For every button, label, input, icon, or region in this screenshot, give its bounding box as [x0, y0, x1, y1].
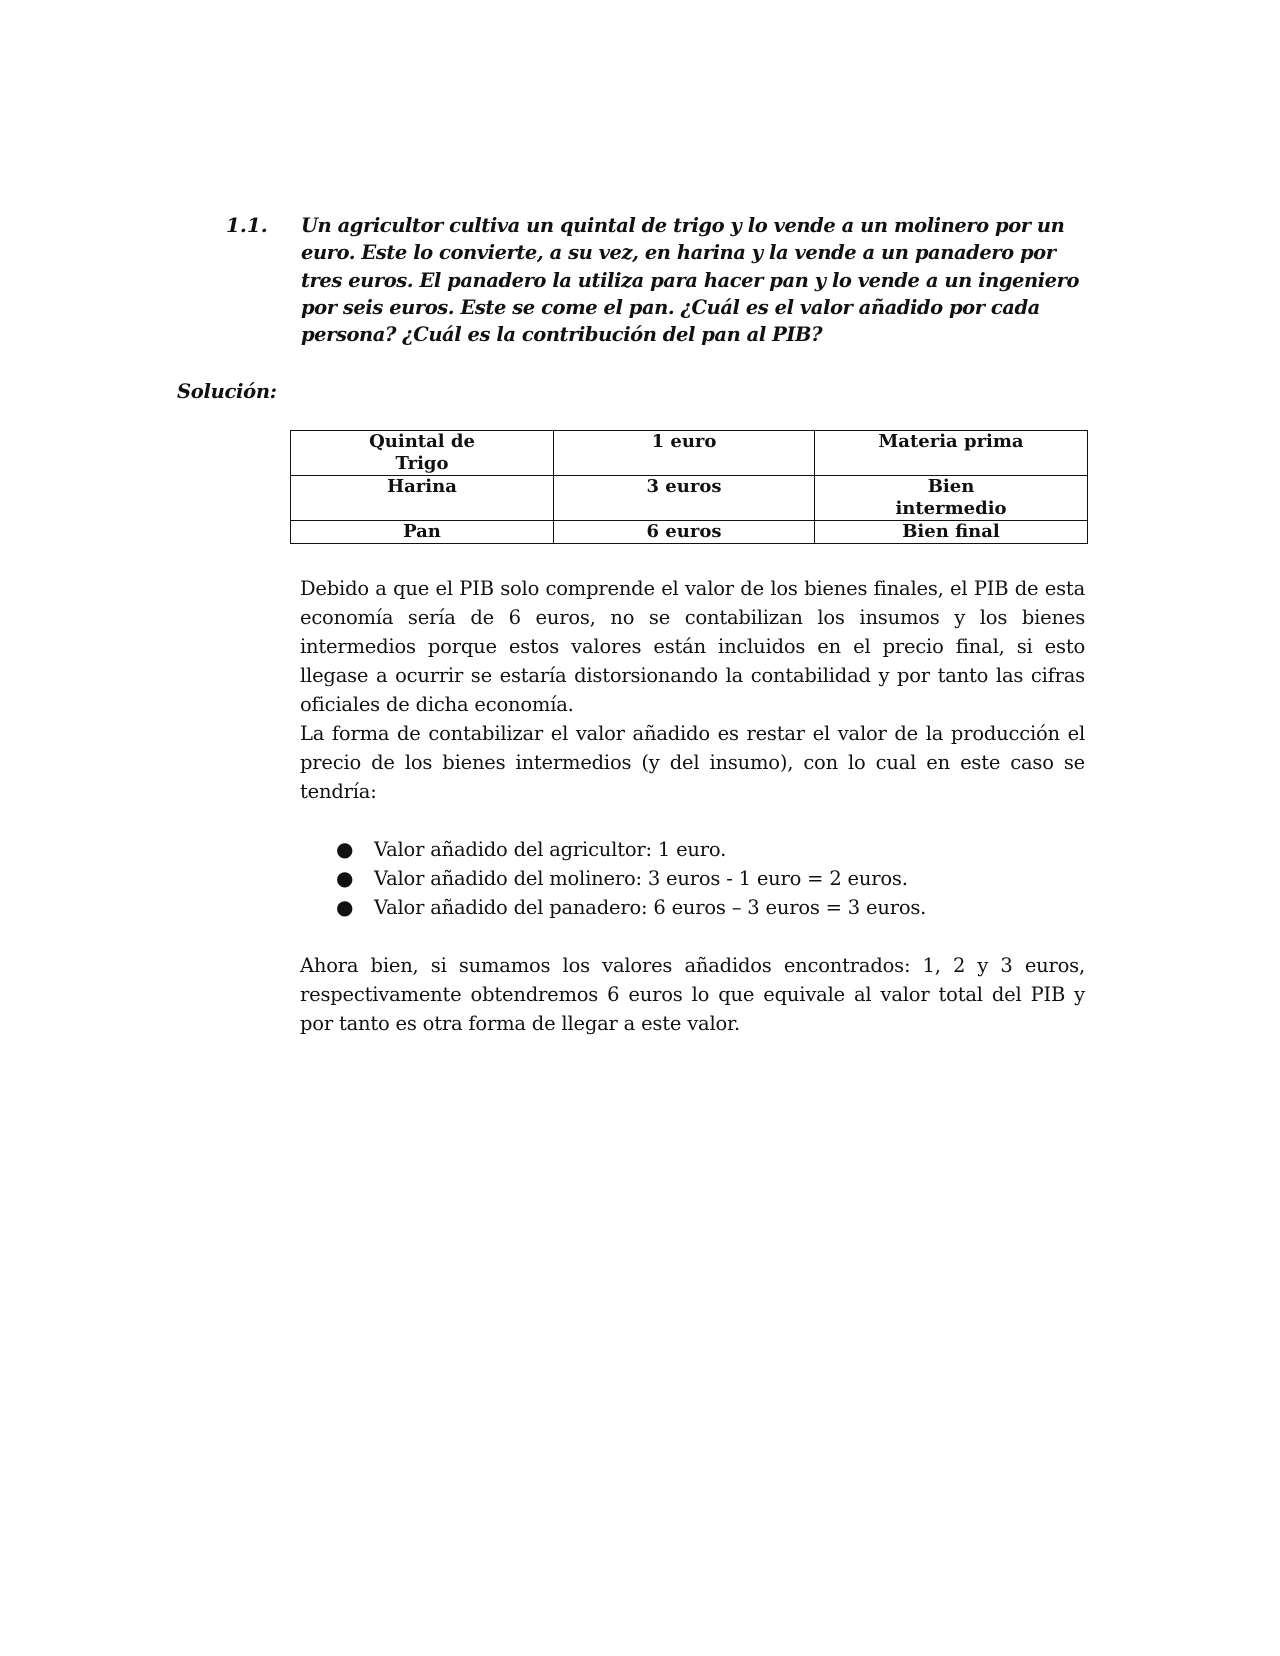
type-label: Bien intermedio: [895, 476, 1007, 519]
table-row: [291, 521, 1088, 544]
question-text: Un agricultor cultiva un quintal de trigo y lo vende a un molinero por un euro. Este lo convierte, a su vez, en harina y la vende a un panadero por tres euros. El panadero la utiliza para hacer pan y lo vende a un ingeniero por seis euros. Este se come el pan. ¿Cuál es el valor añadido por cada persona? ¿Cuál es la contribución del pan al PIB?: [301, 214, 1080, 347]
list-item-text: Valor añadido del molinero: 3 euros - 1 euro = 2 euros.: [374, 867, 908, 890]
product-cell: Harina: [291, 476, 554, 521]
paragraph-conclusion: Ahora bien, si sumamos los valores añadidos encontrados: 1, 2 y 3 euros, respectivamente obtendremos 6 euros lo que equivale al valor total del PIB y por tanto es otra forma de llegar a este valor.: [300, 954, 1085, 1035]
list-item-text: Valor añadido del panadero: 6 euros – 3 euros = 3 euros.: [374, 896, 927, 919]
product-label: Quintal de Trigo: [369, 431, 475, 474]
type-cell: [815, 476, 1088, 521]
bullet-icon: ●: [336, 866, 354, 890]
value-added-list: [300, 835, 1085, 922]
list-item: [300, 893, 1085, 922]
table-row: [291, 431, 1088, 476]
list-item: [300, 864, 1085, 893]
solution-body: [300, 574, 1085, 1038]
question-number: 1.1.: [226, 213, 268, 237]
price-cell: 6 euros: [554, 521, 815, 544]
price-cell: 3 euros: [554, 476, 815, 521]
list-item: [300, 835, 1085, 864]
price-cell: 1 euro: [554, 431, 815, 476]
bullet-icon: ●: [336, 895, 354, 919]
values-table: [290, 430, 1088, 544]
product-cell: [291, 431, 554, 476]
table-row: [291, 476, 1088, 521]
paragraph-gdp-final-goods: Debido a que el PIB solo comprende el valor de los bienes finales, el PIB de esta economía sería de 6 euros, no se contabilizan los insumos y los bienes intermedios porque estos valores están incluidos en el precio final, si esto llegase a ocurrir se estaría distorsionando la contabilidad y por tanto las cifras oficiales de dicha economía.: [300, 577, 1085, 716]
bullet-icon: ●: [336, 837, 354, 861]
solution-label: Solución:: [177, 380, 277, 403]
product-cell: Pan: [291, 521, 554, 544]
type-cell: Bien final: [815, 521, 1088, 544]
type-cell: Materia prima: [815, 431, 1088, 476]
list-item-text: Valor añadido del agricultor: 1 euro.: [374, 838, 727, 861]
paragraph-value-added-method: La forma de contabilizar el valor añadido es restar el valor de la producción el precio de los bienes intermedios (y del insumo), con lo cual en este caso se tendría:: [300, 722, 1085, 803]
